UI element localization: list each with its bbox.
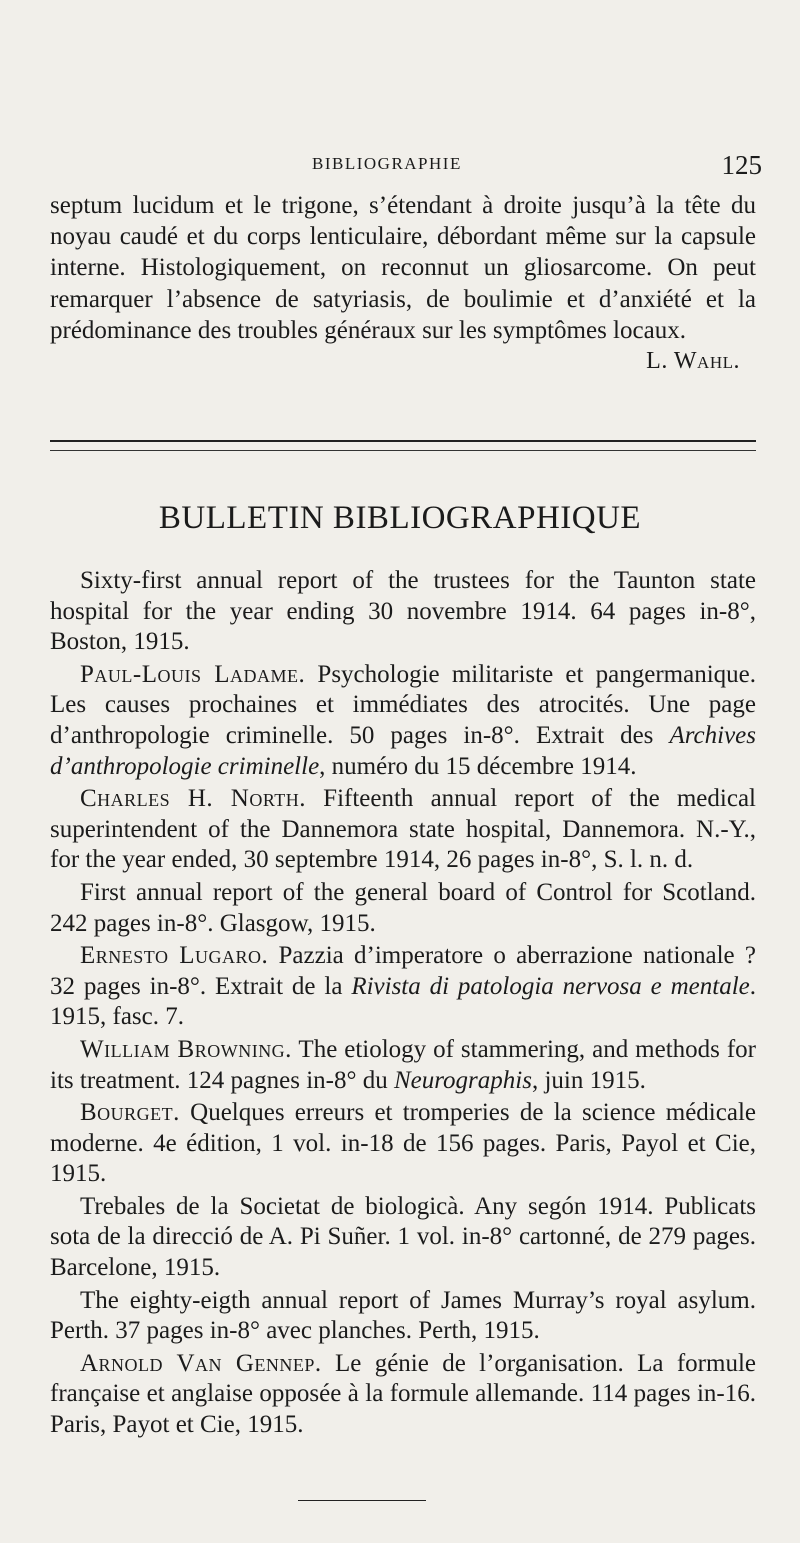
entry-author: Charles H. North.	[80, 785, 307, 813]
bibliography-entry	[50, 1192, 756, 1284]
entry-journal: Rivista di patologia nervosa e mentale	[351, 972, 750, 1000]
entry-text: Pazzia d’imperatore o aberrazione nationale ? 32 pages in-8°. Extrait de la	[50, 942, 756, 1000]
page-number: 125	[721, 150, 762, 180]
entry-text: Sixty-first annual report of the trustees for the Taunton state hospital for the year ending 30 novembre 1914. 64 pages in-8°, Boston, 1915.	[50, 567, 756, 656]
entry-text: Trebales de la Societat de biologicà. Any segón 1914. Publicats sota de la direcció de A. Pi Suñer. 1 vol. in-8° cartonné, de 279 pages. Barcelone, 1915.	[50, 1192, 756, 1282]
entry-author: Ernesto Lugaro.	[80, 942, 269, 970]
section-title: BULLETIN BIBLIOGRAPHIQUE	[158, 500, 642, 536]
entry-author: Paul-Louis Ladame.	[80, 660, 306, 688]
divider-thick	[50, 440, 756, 442]
end-rule	[298, 1500, 426, 1501]
continuation-paragraph: septum lucidum et le trigone, s’étendant à droite jusqu’à la tête du noyau caudé et du corps lenticulaire, débordant même sur la capsule interne. Histologiquement, on reconnut un gliosarcome. On peut remarquer l’absence de satyriasis, de boulimie et d’anxiété et la prédominance des troubles généraux sur les symptômes locaux.	[50, 192, 756, 344]
entry-author: Arnold Van Gennep.	[80, 1349, 322, 1377]
bibliography-entry	[50, 1035, 756, 1096]
section-divider	[50, 440, 756, 454]
bibliography-entry	[50, 941, 756, 1033]
running-title: BIBLIOGRAPHIE	[312, 154, 462, 173]
continuation-block	[50, 190, 756, 377]
entry-text: Fifteenth annual report of the medical superintendent of the Dannemora state hospital, Dannemora. N.-Y., for the year ended, 30 septembre 1914, 26 pages in-8°, S. l. n. d.	[50, 785, 756, 874]
entry-author: Bourget.	[80, 1099, 180, 1127]
entry-text: The etiology of stammering, and methods for its treatment. 124 pagnes in-8° du	[50, 1035, 756, 1094]
entry-tail: . 1915, fasc. 7.	[50, 972, 756, 1031]
bibliography-entry	[50, 1098, 756, 1190]
entry-text: Quelques erreurs et tromperies de la science médicale moderne. 4e édition, 1 vol. in-18 de 156 pages. Paris, Payol et Cie, 1915.	[50, 1099, 756, 1188]
entry-tail: , juin 1915.	[531, 1066, 646, 1094]
bibliography-entry	[50, 1286, 756, 1347]
bibliography-entry	[50, 566, 756, 658]
entry-journal: Neurographis	[393, 1066, 532, 1094]
entry-author: William Browning.	[80, 1035, 292, 1063]
entry-text: Psychologie militariste et pangermanique. Les causes prochaines et immédiates des atrocités. Une page d’anthropologie criminelle. 50 pages in-8°. Extrait des	[50, 660, 756, 749]
entry-text: First annual report of the general board of Control for Scotland. 242 pages in-8°. Glasgow, 1915.	[50, 878, 756, 937]
entry-text: Le génie de l’organisation. La formule française et anglaise opposée à la formule allemande. 114 pages in-16. Paris, Payot et Cie, 1915.	[50, 1349, 756, 1439]
bibliography-entry	[50, 784, 756, 876]
bibliography-list	[50, 566, 756, 1443]
entry-journal: Archives d’anthropologie criminelle	[50, 721, 756, 780]
bibliography-entry	[50, 878, 756, 939]
entry-text: The eighty-eigth annual report of James Murray’s royal asylum. Perth. 37 pages in-8° avec planches. Perth, 1915.	[50, 1286, 756, 1345]
entry-tail: , numéro du 15 décembre 1914.	[319, 752, 637, 780]
divider-thin	[50, 450, 756, 451]
signature: L. Wahl.	[646, 348, 740, 375]
bibliography-entry	[50, 1349, 756, 1441]
bibliography-entry	[50, 660, 756, 782]
running-head	[50, 150, 762, 190]
